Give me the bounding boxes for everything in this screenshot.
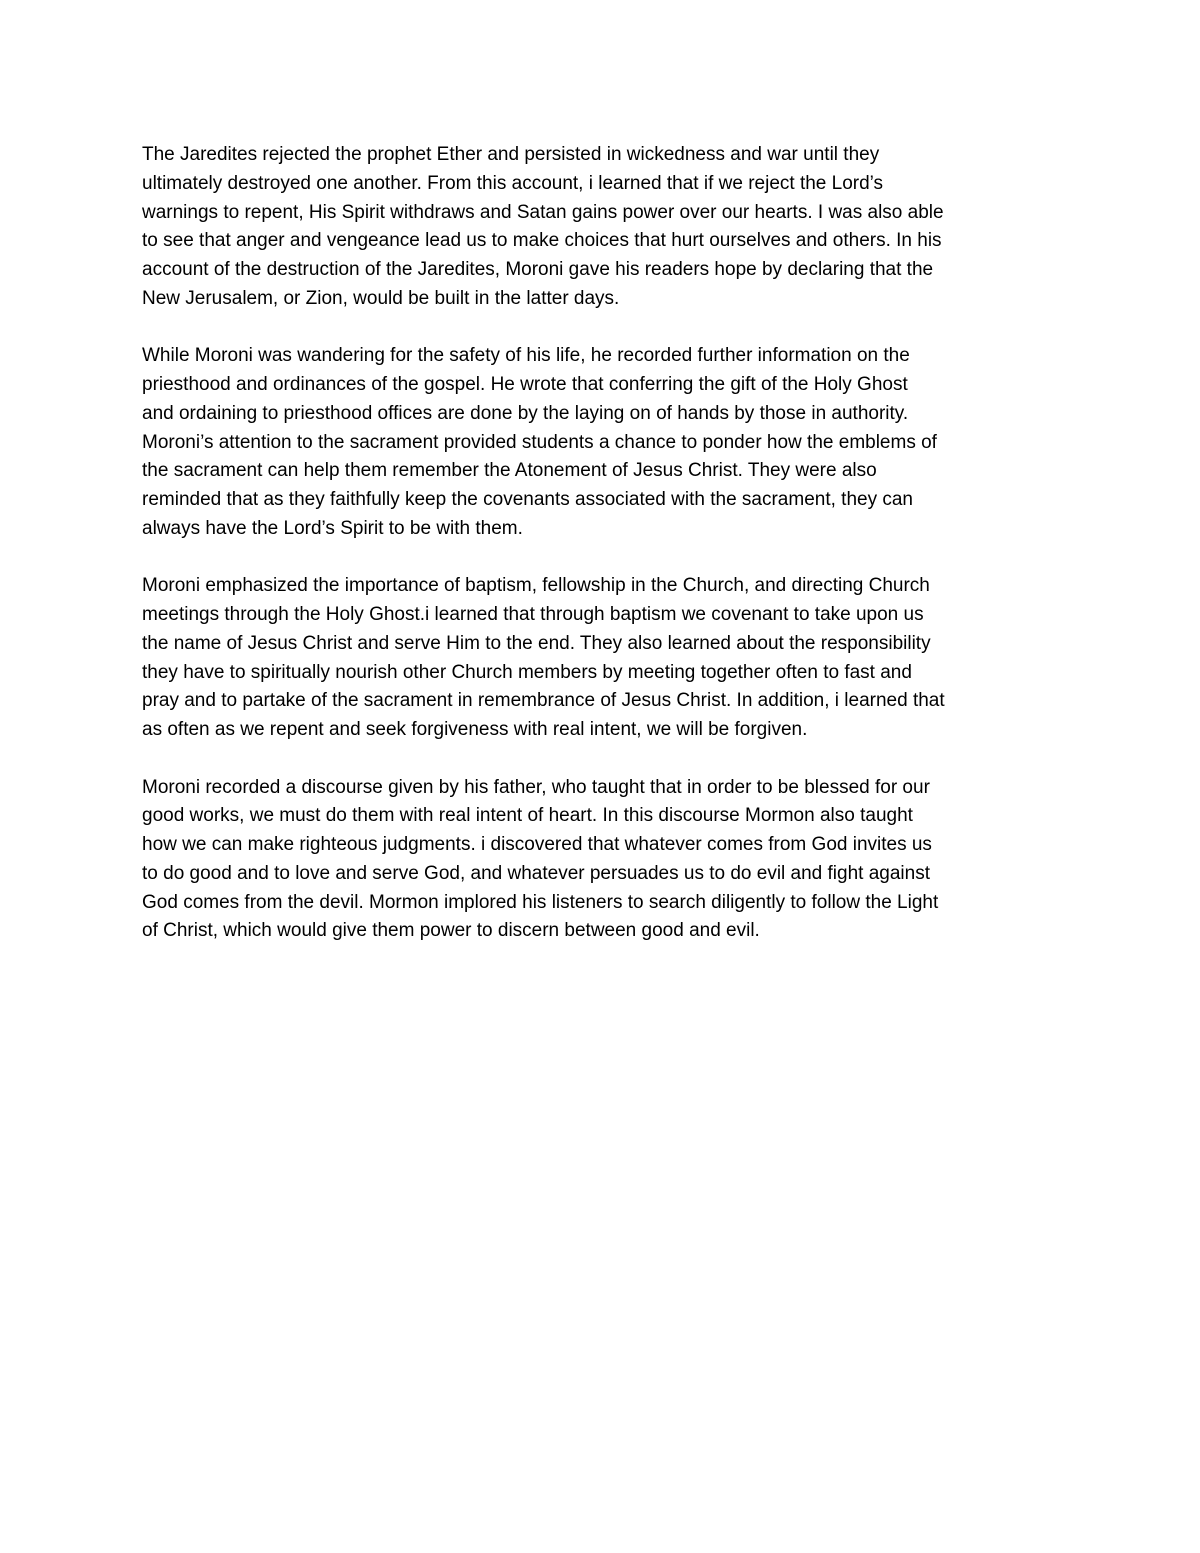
paragraph-line: of Christ, which would give them power to discern between good and evil.	[142, 920, 760, 942]
paragraph-line: While Moroni was wandering for the safety of his life, he recorded further information on the	[142, 345, 910, 367]
paragraph-line: Moroni recorded a discourse given by his father, who taught that in order to be blessed for our	[142, 776, 930, 798]
paragraph-4	[142, 774, 1072, 947]
paragraph-2	[142, 342, 1072, 543]
paragraph-line: the name of Jesus Christ and serve Him to the end. They also learned about the responsibility	[142, 632, 931, 654]
paragraph-line: Moroni emphasized the importance of baptism, fellowship in the Church, and directing Church	[142, 575, 930, 597]
paragraph-line: and ordaining to priesthood offices are done by the laying on of hands by those in authority.	[142, 402, 909, 424]
document-body	[142, 141, 1072, 975]
paragraph-line: ultimately destroyed one another. From this account, i learned that if we reject the Lord’s	[142, 172, 884, 194]
paragraph-line: to do good and to love and serve God, and whatever persuades us to do evil and fight against	[142, 862, 930, 884]
paragraph-line: The Jaredites rejected the prophet Ether and persisted in wickedness and war until they	[142, 144, 880, 165]
paragraph-1	[142, 141, 1072, 314]
paragraph-line: the sacrament can help them remember the Atonement of Jesus Christ. They were also	[142, 460, 877, 482]
paragraph-line: as often as we repent and seek forgiveness with real intent, we will be forgiven.	[142, 719, 808, 740]
paragraph-3	[142, 572, 1072, 745]
paragraph-line: Moroni’s attention to the sacrament provided students a chance to ponder how the emblems of	[142, 431, 937, 453]
paragraph-line: how we can make righteous judgments. i discovered that whatever comes from God invites us	[142, 834, 932, 855]
paragraph-line: good works, we must do them with real intent of heart. In this discourse Mormon also taught	[142, 805, 913, 827]
paragraph-line: to see that anger and vengeance lead us to make choices that hurt ourselves and others. In his	[142, 230, 942, 252]
paragraph-line: reminded that as they faithfully keep the covenants associated with the sacrament, they can	[142, 489, 913, 510]
paragraph-line: always have the Lord’s Spirit to be with them.	[142, 517, 523, 539]
paragraph-line: account of the destruction of the Jaredites, Moroni gave his readers hope by declaring that the	[142, 259, 934, 280]
paragraph-line: God comes from the devil. Mormon implored his listeners to search diligently to follow the Light	[142, 891, 939, 913]
paragraph-line: meetings through the Holy Ghost.i learned that through baptism we covenant to take upon us	[142, 604, 924, 625]
paragraph-line: they have to spiritually nourish other Church members by meeting together often to fast and	[142, 661, 912, 683]
paragraph-line: pray and to partake of the sacrament in remembrance of Jesus Christ. In addition, i learned that	[142, 690, 945, 712]
paragraph-line: New Jerusalem, or Zion, would be built in the latter days.	[142, 287, 620, 309]
paragraph-line: priesthood and ordinances of the gospel. He wrote that conferring the gift of the Holy Ghost	[142, 374, 908, 395]
paragraph-line: warnings to repent, His Spirit withdraws and Satan gains power over our hearts. I was also able	[142, 201, 944, 223]
